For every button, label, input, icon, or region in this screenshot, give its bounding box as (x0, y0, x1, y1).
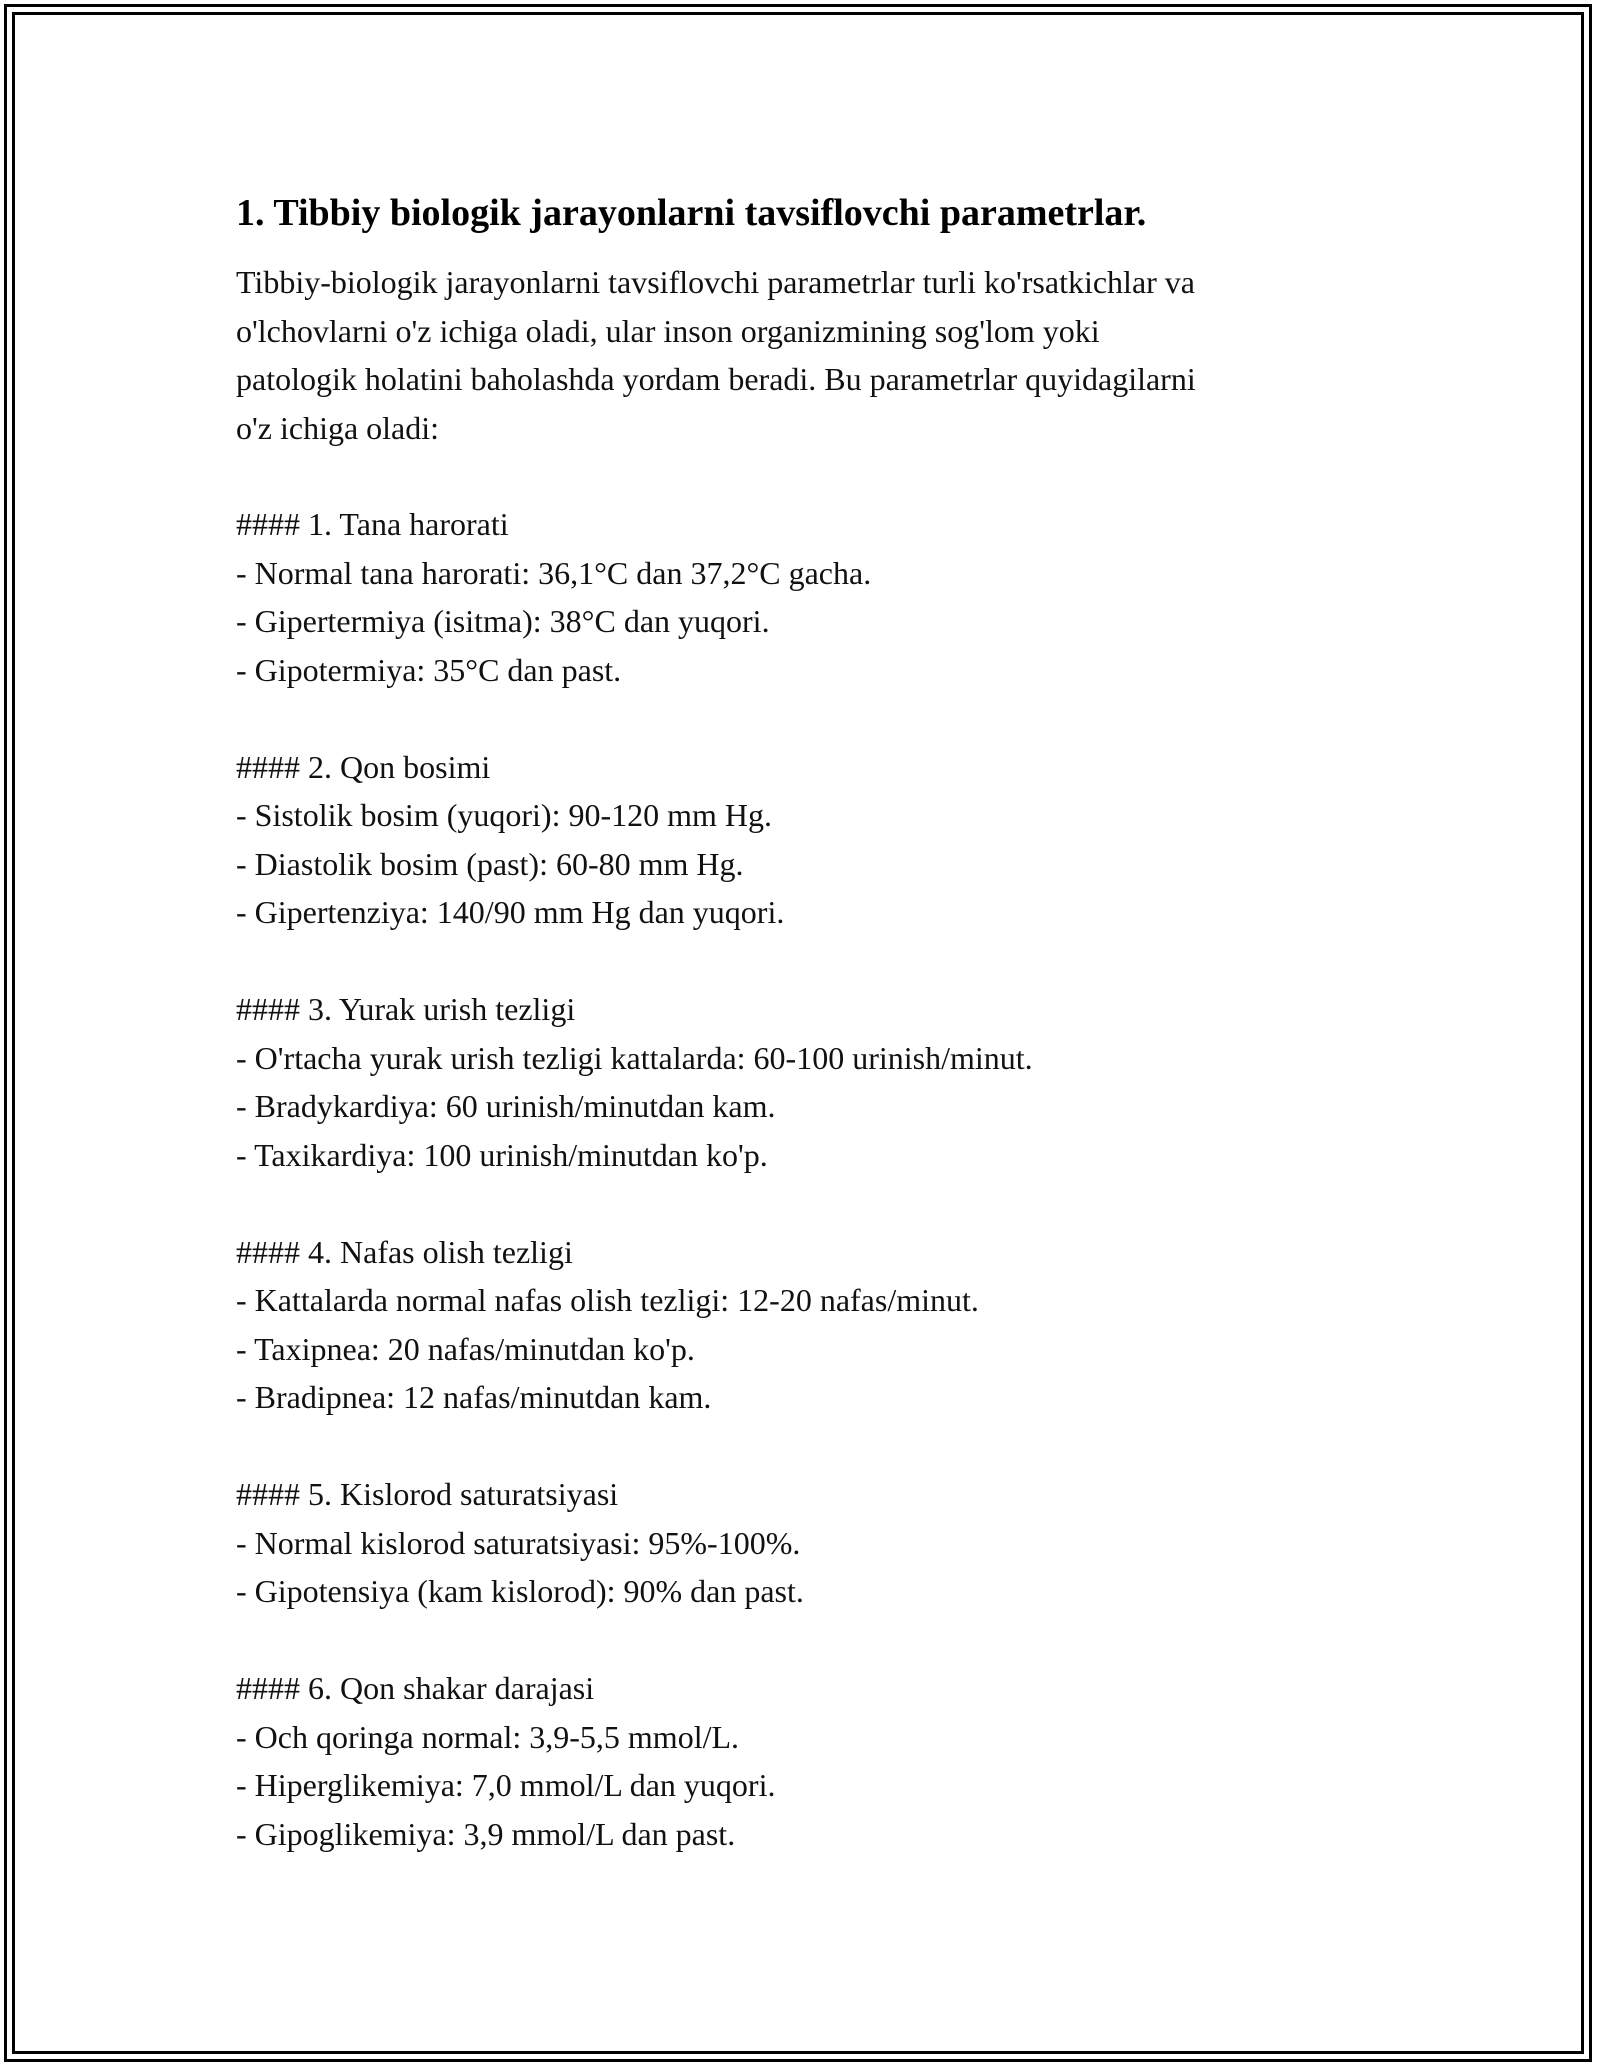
list-item: - Gipertermiya (isitma): 38°C dan yuqori. (236, 603, 770, 639)
document-body (236, 186, 1366, 1907)
section-qon-shakar-darajasi (236, 1664, 1366, 1858)
list-item: - Sistolik bosim (yuqori): 90-120 mm Hg. (236, 797, 772, 833)
section-yurak-urish-tezligi (236, 985, 1366, 1179)
list-item: - O'rtacha yurak urish tezligi kattalarda: 60-100 urinish/minut. (236, 1039, 1033, 1076)
section-heading: #### 1. Tana harorati (236, 506, 509, 542)
list-item: - Gipotensiya (kam kislorod): 90% dan past. (236, 1573, 804, 1609)
list-item: - Normal tana harorati: 36,1°C dan 37,2°C gacha. (236, 554, 872, 591)
document-title: 1. Tibbiy biologik jarayonlarni tavsiflovchi parametrlar. (236, 192, 1147, 234)
intro-line: o'lchovlarni o'z ichiga oladi, ular inson organizmining sog'lom yoki (236, 312, 1100, 349)
intro-line: Tibbiy-biologik jarayonlarni tavsiflovchi parametrlar turli ko'rsatkichlar va (236, 264, 1195, 300)
list-item: - Och qoringa normal: 3,9-5,5 mmol/L. (236, 1718, 740, 1755)
section-qon-bosimi (236, 743, 1366, 937)
list-item: - Bradipnea: 12 nafas/minutdan kam. (236, 1379, 712, 1415)
section-heading: #### 2. Qon bosimi (236, 748, 491, 785)
section-heading: #### 4. Nafas olish tezligi (236, 1233, 573, 1270)
list-item: - Gipertenziya: 140/90 mm Hg dan yuqori. (236, 894, 785, 930)
list-item: - Normal kislorod saturatsiyasi: 95%-100%. (236, 1524, 801, 1561)
section-heading: #### 5. Kislorod saturatsiyasi (236, 1476, 619, 1512)
section-heading: #### 6. Qon shakar darajasi (236, 1670, 595, 1706)
intro-line: patologik holatini baholashda yordam beradi. Bu parametrlar quyidagilarni (236, 361, 1196, 397)
list-item: - Taxipnea: 20 nafas/minutdan ko'p. (236, 1330, 695, 1367)
list-item: - Gipoglikemiya: 3,9 mmol/L dan past. (236, 1815, 736, 1852)
section-heading: #### 3. Yurak urish tezligi (236, 991, 576, 1027)
intro-line: o'z ichiga oladi: (236, 409, 440, 446)
list-item: - Hiperglikemiya: 7,0 mmol/L dan yuqori. (236, 1767, 776, 1803)
list-item: - Kattalarda normal nafas olish tezligi: 12-20 nafas/minut. (236, 1282, 979, 1318)
list-item: - Taxikardiya: 100 urinish/minutdan ko'p. (236, 1136, 768, 1173)
list-item: - Bradykardiya: 60 urinish/minutdan kam. (236, 1088, 776, 1124)
intro-paragraph (236, 258, 1366, 452)
list-item: - Gipotermiya: 35°C dan past. (236, 651, 622, 688)
list-item: - Diastolik bosim (past): 60-80 mm Hg. (236, 845, 744, 882)
section-kislorod-saturatsiyasi (236, 1470, 1366, 1616)
section-tana-harorati (236, 500, 1366, 694)
section-nafas-olish-tezligi (236, 1228, 1366, 1422)
